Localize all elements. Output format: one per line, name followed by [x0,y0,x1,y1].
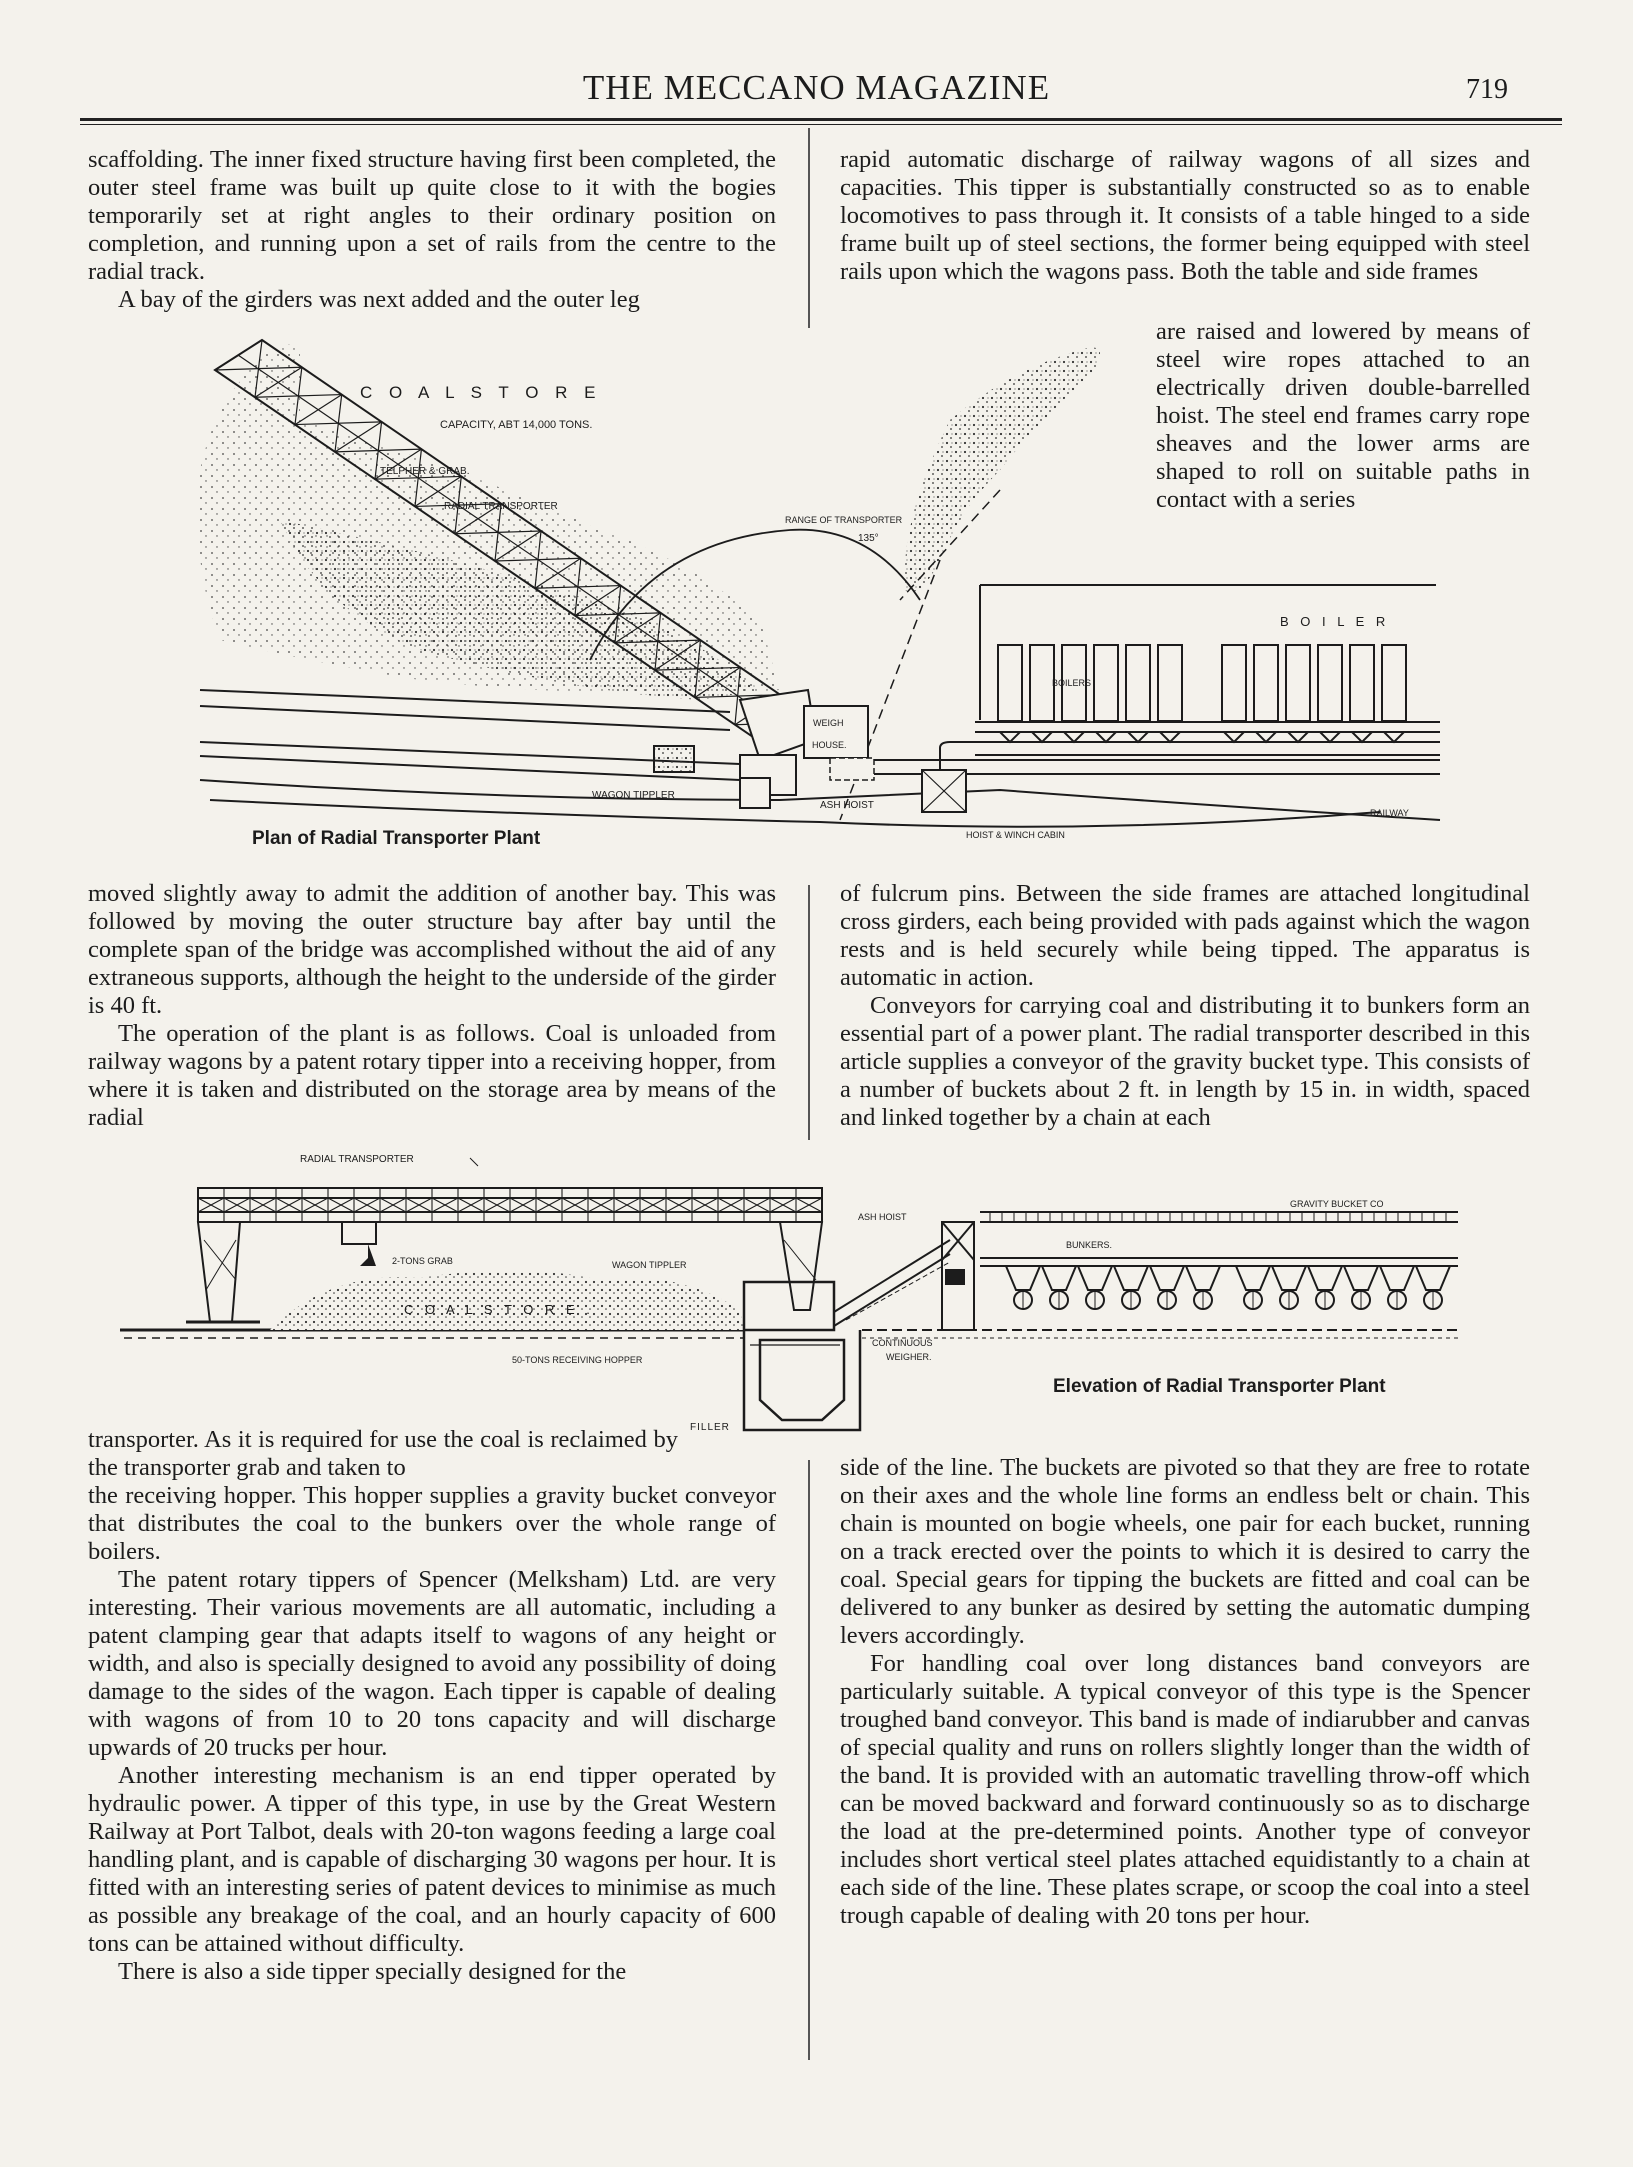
bunker-unit [1042,1266,1076,1290]
right-column-bottom-text [840,1454,1530,1930]
railway-label: RAILWAY [1370,808,1409,818]
bunkers-label: BUNKERS. [1066,1240,1113,1250]
bunker-unit [1150,1266,1184,1290]
ash-hoist-tower [942,1222,974,1330]
boiler-unit [1094,645,1118,721]
paragraph: transporter. As it is required for use the coal is reclaimed by the transporter grab and taken to [88,1426,678,1481]
wagon [654,746,694,772]
range-label: RANGE OF TRANSPORTER [785,515,903,525]
boiler-unit [1030,645,1054,721]
boiler-unit [1382,645,1406,721]
paragraph: are raised and lowered by means of steel wire ropes attached to an electrically driven double-barrelled hoist. The steel end frames carry rope sheaves and the lower arms are shaped to roll on suitable paths in contact with a series [1156,318,1530,513]
coal-store-label: C O A L S T O R E . [404,1302,594,1317]
wagon-tippler-label: WAGON TIPPLER [592,790,675,801]
paragraph: A bay of the girders was next added and the outer leg [118,286,640,313]
bunker-unit [1416,1266,1450,1290]
right-column-mid-text [840,880,1530,1132]
paragraph: The operation of the plant is as follows. Coal is unloaded from railway wagons by a patent rotary tipper into a receiving hopper, from where it is taken and distributed on the storage area by means of the radial [88,1020,776,1131]
paragraph: There is also a side tipper specially designed for the [118,1958,627,1985]
left-column-top-text [88,146,776,314]
magazine-title: THE MECCANO MAGAZINE [582,68,1051,107]
coal-store-label: C O A L S T O R E [360,383,602,402]
bunker-unit [1078,1266,1112,1290]
inclined-conveyor [834,1240,950,1326]
paragraph: Another interesting mechanism is an end tipper operated by hydraulic power. A tipper of this type, in use by the Great Western Railway at Port Talbot, deals with 20-ton wagons feeding a large coal handling plant, and is capable of discharging 30 wagons per hour. It is fitted with an interesting series of patent devices to minimise as much as possible any breakage of the coal, and an hourly capacity of 600 tons can be attained without difficulty. [88,1762,776,1957]
ash-hoist-label: ASH HOIST [858,1212,907,1222]
grab-trolley [342,1222,376,1244]
grab-icon [360,1244,376,1266]
receiving-hopper [744,1282,860,1430]
bunker-unit [1236,1266,1270,1290]
boiler-unit [1126,645,1150,721]
boilers [998,645,1406,742]
paragraph: For handling coal over long distances band conveyors are particularly suitable. A typical conveyor of this type is the Spencer troughed band conveyor. This band is made of indiarubber and canvas of special quality and runs on rollers slightly longer than the width of the band. It is provided with an automatic travelling throw-off which can be moved backward and forward continuously so as to discharge the load at the pre-determined points. Another type of conveyor includes short vertical steel plates attached equidistantly to a chain at each side of the line. These plates scrape, or scoop the coal into a steel trough capable of dealing with 20 tons per hour. [840,1650,1530,1929]
bunker-unit [1308,1266,1342,1290]
column-divider [808,1460,810,2060]
left-column-bottom-text [88,1482,776,1986]
paragraph: Conveyors for carrying coal and distributing it to bunkers form an essential part of a power plant. The radial transporter described in this article supplies a conveyor of the gravity bucket type. This consists of a number of buckets about 2 ft. in length by 15 in. in width, spaced and linked together by a chain at each [840,992,1530,1131]
gravity-bucket-label: GRAVITY BUCKET CO [1290,1199,1384,1209]
bunker-unit [1006,1266,1040,1290]
grab-label: 2-TONS GRAB [392,1256,453,1266]
boiler-unit [1350,645,1374,721]
angle-label: 135° [858,533,879,544]
bunker-unit [1272,1266,1306,1290]
paragraph: scaffolding. The inner fixed structure having first been completed, the outer steel frame was built up quite close to it with the bogies temporarily set at right angles to their ordinary position on completion, and running upon a set of rails from the centre to the radial track. [88,146,776,285]
coal-heap-right [905,348,1100,593]
boiler-unit [1222,645,1246,721]
boiler-unit [1286,645,1310,721]
weigh-label: WEIGH [813,718,844,728]
elevation-caption: Elevation of Radial Transporter Plant [1053,1376,1386,1397]
paragraph: rapid automatic discharge of railway wagons of all sizes and capacities. This tipper is substantially constructed so as to enable locomotives to pass through it. It consists of a table hinged to a side frame built up of steel sections, the former being equipped with steel rails upon which the wagons pass. Both the table and side frames [840,146,1530,285]
ash-hoist-label: ASH HOIST [820,800,874,811]
paragraph: side of the line. The buckets are pivoted so that they are free to rotate on their axes and the whole line forms an endless belt or chain. This chain is mounted on bogie wheels, one pair for each bucket, running on a track erected over the points to which it is desired to carry the coal. Special gears for tipping the buckets are fitted and coal can be delivered to any bunker as desired by setting the automatic dumping levers accordingly. [840,1454,1530,1649]
telpher-label: TELPHER & GRAB. [380,466,470,477]
boilers-label: BOILERS [1052,678,1092,688]
bunker-unit [1380,1266,1414,1290]
boiler-unit [1158,645,1182,721]
header-rule-thin [80,124,1562,125]
receiving-hopper-label: 50-TONS RECEIVING HOPPER [512,1355,643,1365]
weigh-house-label: HOUSE. [812,740,847,750]
capacity-label: CAPACITY, ABT 14,000 TONS. [440,419,593,431]
boiler-house [975,585,1440,755]
left-column-mid-text [88,880,776,1132]
filler-label: FILLER [690,1422,730,1433]
left-column-narrow-text [88,1426,678,1482]
paragraph: The patent rotary tippers of Spencer (Melksham) Ltd. are very interesting. Their various movements are all automatic, including a patent clamping gear that adapts itself to wagons of any height or width, and also is specially designed to avoid any possibility of doing damage to the sides of the wagon. Each tipper is capable of dealing with wagons of from 10 to 20 tons capacity and will discharge upwards of 20 trucks per hour. [88,1566,776,1761]
paragraph: of fulcrum pins. Between the side frames are attached longitudinal cross girders, each being provided with pads against which the wagon rests and is held securely while being tipped. The apparatus is automatic in action. [840,880,1530,991]
elevation-diagram [110,1150,1470,1450]
radial-transporter-label: RADIAL TRANSPORTER [444,501,558,512]
weigher-label: WEIGHER. [886,1352,932,1362]
paragraph: moved slightly away to admit the addition of another bay. This was followed by moving the outer structure bay after bay until the complete span of the bridge was accomplished without the aid of any extraneous supports, although the height to the underside of the girder is 40 ft. [88,880,776,1019]
bunker-unit [1114,1266,1148,1290]
column-divider [808,128,810,328]
right-column-top-text [840,146,1530,286]
plan-diagram [150,310,1470,850]
boiler-unit [1318,645,1342,721]
bunker-unit [1186,1266,1220,1290]
page-number: 719 [1466,74,1508,105]
paragraph: the receiving hopper. This hopper supplies a gravity bucket conveyor that distributes the coal to the bunkers over the whole range of boilers. [88,1482,776,1565]
boiler-unit [1254,645,1278,721]
continuous-label: CONTINUOUS [872,1338,933,1348]
column-divider [808,885,810,1140]
bunkers-row [980,1212,1458,1309]
boiler-label: B O I L E R [1280,614,1390,629]
radial-transporter-label: RADIAL TRANSPORTER [300,1154,414,1165]
plan-caption: Plan of Radial Transporter Plant [252,828,541,849]
bunker-unit [1344,1266,1378,1290]
weigh-house [804,706,868,758]
wagon-tippler-label: WAGON TIPPLER [612,1260,687,1270]
header-rule [80,118,1562,121]
hoist-winch-label: HOIST & WINCH CABIN [966,830,1065,840]
boiler-unit [998,645,1022,721]
